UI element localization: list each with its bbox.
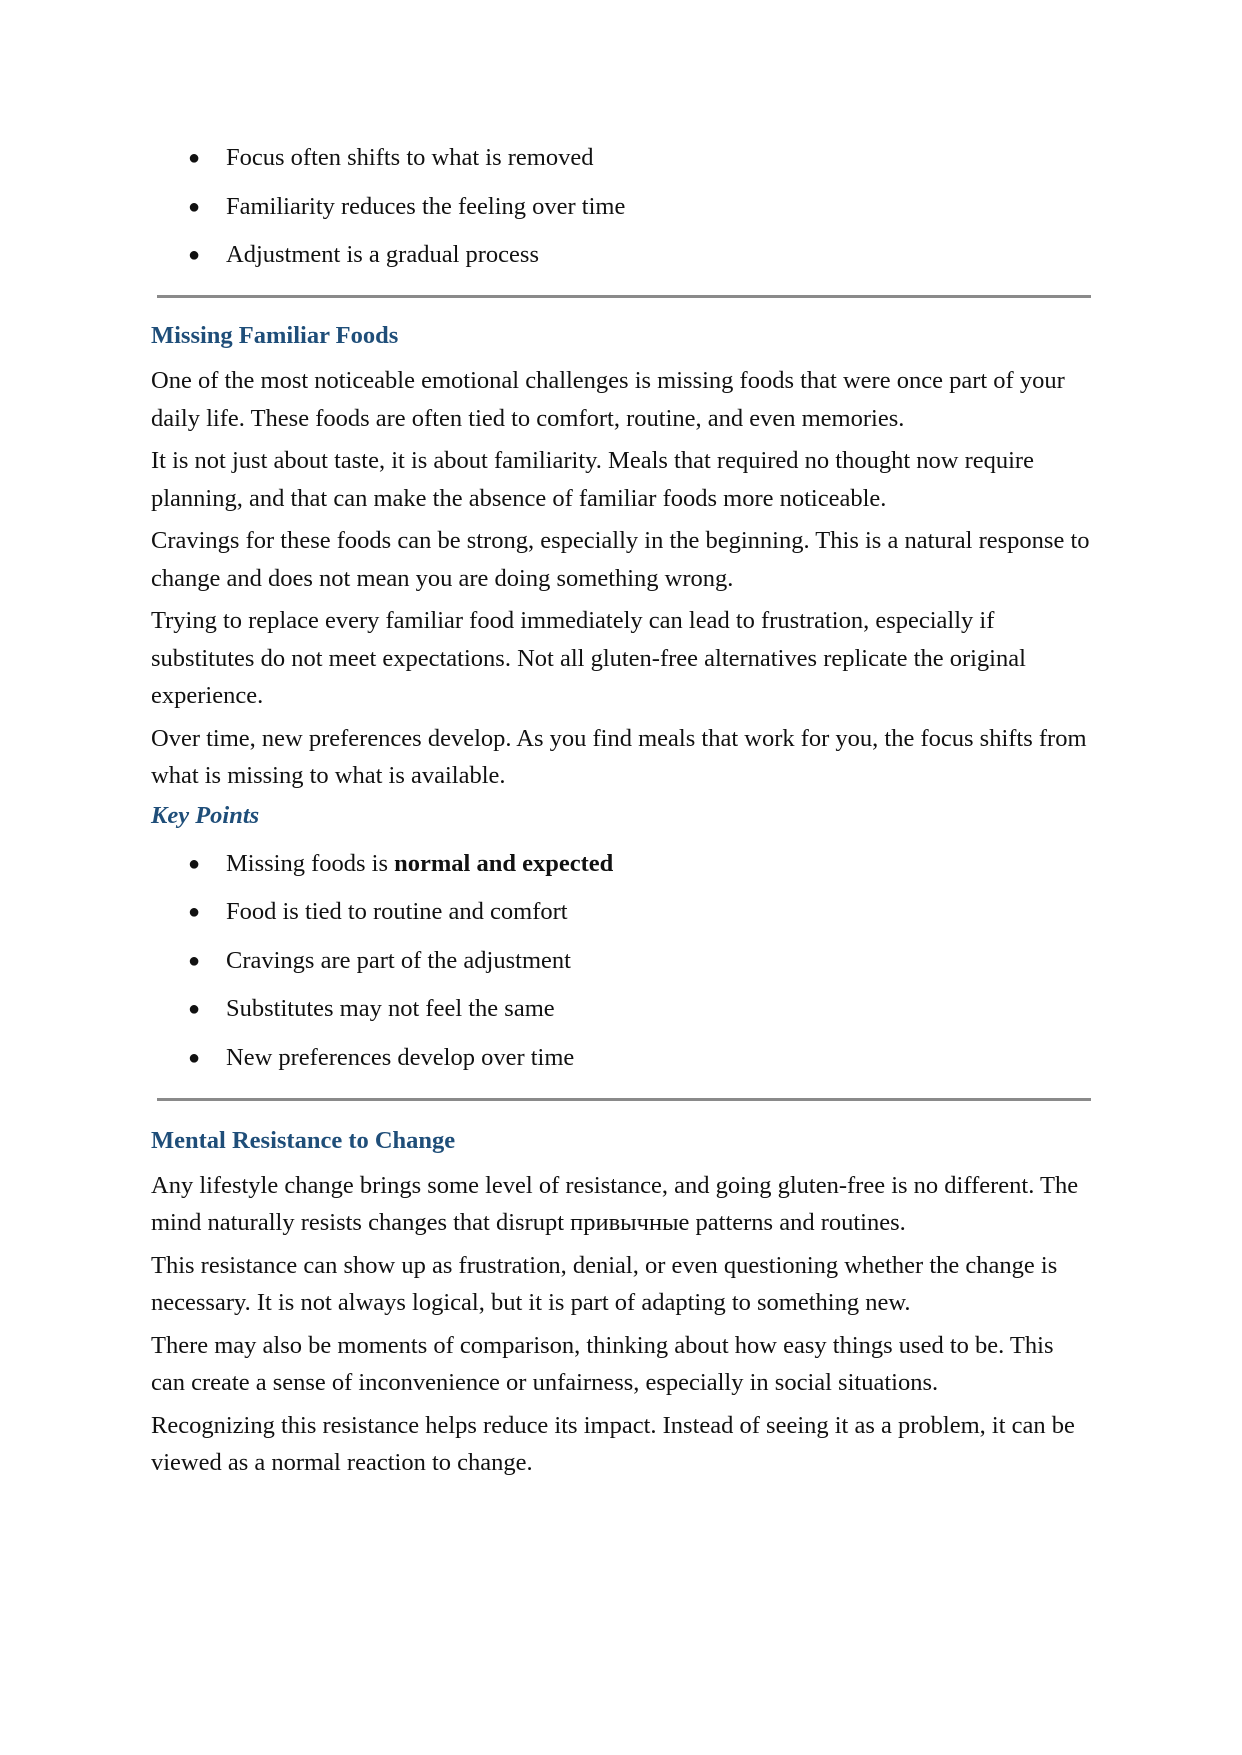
section-heading: Mental Resistance to Change [151,1126,456,1154]
paragraph: Any lifestyle change brings some level of resistance, and going gluten-free is no different. The mind naturally resists changes that disrupt привычные patterns and routines. [151,1171,1079,1236]
list-item [151,241,1091,269]
document-page [151,144,1091,1482]
list-item-text: Missing foods is [226,849,395,877]
section-divider [157,1098,1091,1101]
list-item-text: Familiarity reduces the feeling over time [226,192,626,220]
paragraph: It is not just about taste, it is about familiarity. Meals that required no thought now require planning, and that can make the absence of familiar foods more noticeable. [151,447,1034,512]
list-item-text: New preferences develop over time [226,1043,575,1071]
section-divider [157,295,1091,298]
paragraph: Trying to replace every familiar food immediately can lead to frustration, especially if substitutes do not meet expectations. Not all gluten-free alternatives replicate the original experience. [151,607,1026,709]
list-item-text: Cravings are part of the adjustment [226,946,571,974]
bullet-icon: ● [188,1046,201,1069]
bullet-icon: ● [188,147,201,169]
paragraph: Cravings for these foods can be strong, especially in the beginning. This is a natural response to change and does not mean you are doing something wrong. [151,527,1090,592]
list-item-text: Substitutes may not feel the same [226,995,555,1022]
list-item [151,850,1091,878]
paragraph: Over time, new preferences develop. As you find meals that work for you, the focus shifts from what is missing to what is available. [151,724,1087,789]
bullet-icon: ● [188,195,201,218]
paragraph: One of the most noticeable emotional challenges is missing foods that were once part of your daily life. These foods are often tied to comfort, routine, and even memories. [151,367,1065,432]
key-points-heading: Key Points [151,801,260,829]
key-points-list [151,850,1091,1072]
list-item-text: Adjustment is a gradual process [226,241,539,268]
emphasis-text: normal and expected [394,849,614,877]
list-item-text: Food is tied to routine and comfort [226,898,568,925]
section-heading: Missing Familiar Foods [151,322,399,349]
paragraph: Recognizing this resistance helps reduce its impact. Instead of seeing it as a problem, it can be viewed as a normal reaction to change. [151,1411,1075,1476]
top-bullet-list [151,144,1091,269]
list-item [151,1044,1091,1072]
list-item [151,193,1091,221]
list-item [151,947,1091,975]
list-item [151,898,1091,926]
bullet-icon: ● [188,244,201,266]
bullet-icon: ● [188,949,201,972]
list-item [151,144,1091,172]
bullet-icon: ● [188,852,201,875]
bullet-icon: ● [188,998,201,1020]
bullet-icon: ● [188,901,201,923]
list-item [151,995,1091,1023]
paragraph: There may also be moments of comparison, thinking about how easy things used to be. This can create a sense of inconvenience or unfairness, especially in social situations. [151,1331,1054,1396]
paragraph: This resistance can show up as frustration, denial, or even questioning whether the change is necessary. It is not always logical, but it is part of adapting to something new. [151,1251,1058,1316]
list-item-text: Focus often shifts to what is removed [226,144,594,171]
